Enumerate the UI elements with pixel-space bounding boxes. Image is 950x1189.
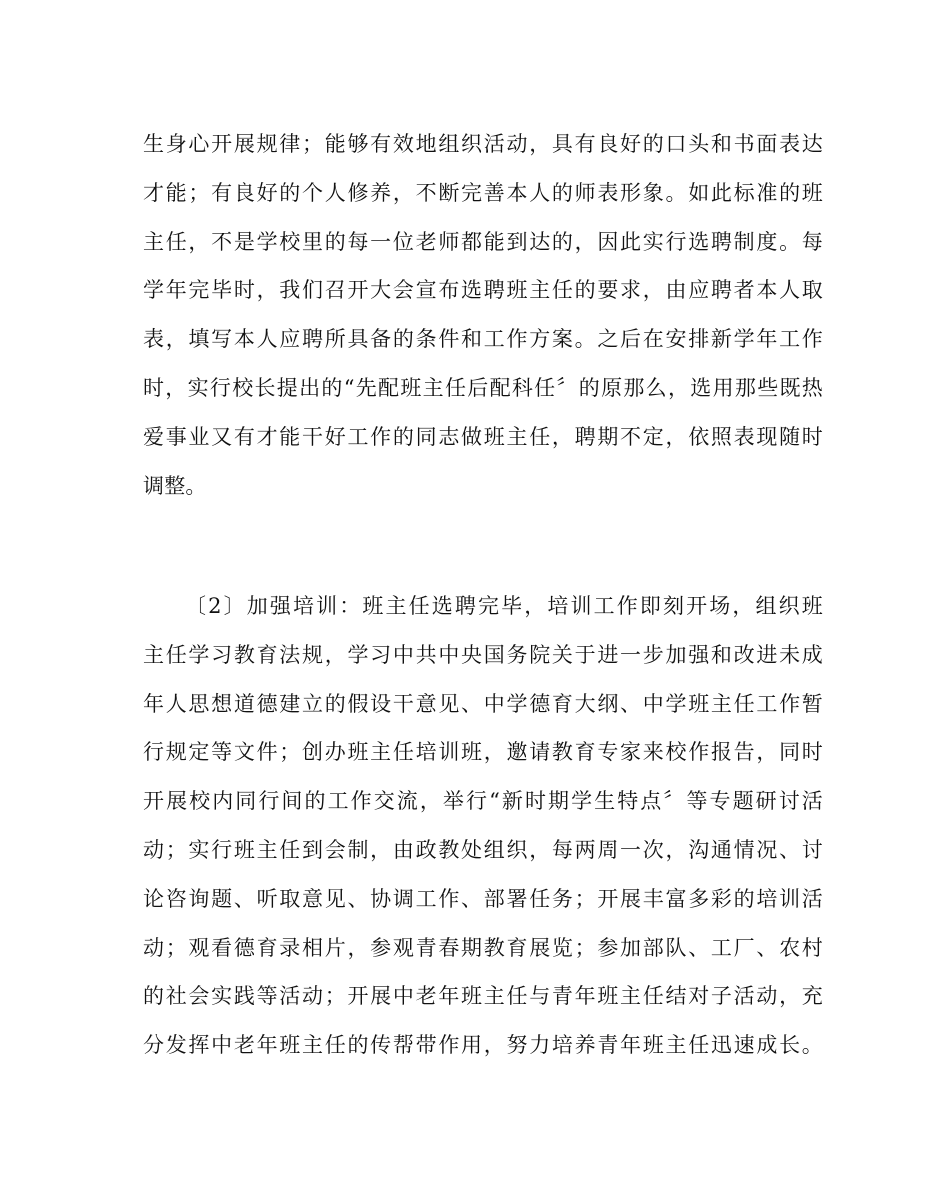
paragraph-line: 年人思想道德建立的假设干意见、中学德育大纲、中学班主任工作暂: [143, 691, 823, 716]
paragraph-line: 行规定等文件；创办班主任培训班，邀请教育专家来校作报告，同时: [143, 740, 823, 765]
paragraph-line: 才能；有良好的个人修养，不断完善本人的师表形象。如此标准的班: [143, 180, 823, 205]
paragraph-line: 时，实行校长提出的“先配班主任后配科任〞的原那么，选用那些既热: [143, 375, 823, 400]
paragraph-line: 主任学习教育法规，学习中共中央国务院关于进一步加强和改进未成: [143, 642, 823, 667]
paragraph-selection-criteria: [143, 120, 823, 510]
paragraph-line: 主任，不是学校里的每一位老师都能到达的，因此实行选聘制度。每: [143, 229, 823, 254]
paragraph-line: 学年完毕时，我们召开大会宣布选聘班主任的要求，由应聘者本人取: [143, 278, 823, 303]
paragraph-line: 调整。: [143, 473, 207, 498]
paragraph-line: 爱事业又有才能干好工作的同志做班主任，聘期不定，依照表现随时: [143, 424, 823, 449]
paragraph-line: 论咨询题、听取意见、协调工作、部署任务；开展丰富多彩的培训活: [143, 886, 823, 911]
paragraph-line: 分发挥中老年班主任的传帮带作用，努力培养青年班主任迅速成长。: [143, 1033, 823, 1058]
paragraph-line: 表，填写本人应聘所具备的条件和工作方案。之后在安排新学年工作: [143, 327, 823, 352]
paragraph-line: 的社会实践等活动；开展中老年班主任与青年班主任结对子活动，充: [143, 984, 823, 1009]
paragraph-line: 动；观看德育录相片，参观青春期教育展览；参加部队、工厂、农村: [143, 935, 823, 960]
paragraph-strengthen-training: [143, 582, 823, 1070]
paragraph-line-indented: 〔2〕加强培训：班主任选聘完毕，培训工作即刻开场，组织班: [185, 594, 823, 618]
paragraph-line: 动；实行班主任到会制，由政教处组织，每两周一次，沟通情况、讨: [143, 837, 823, 862]
paragraph-line: 开展校内同行间的工作交流，举行“新时期学生特点〞等专题研讨活: [143, 789, 823, 814]
paragraph-line: 生身心开展规律；能够有效地组织活动，具有良好的口头和书面表达: [143, 132, 823, 156]
